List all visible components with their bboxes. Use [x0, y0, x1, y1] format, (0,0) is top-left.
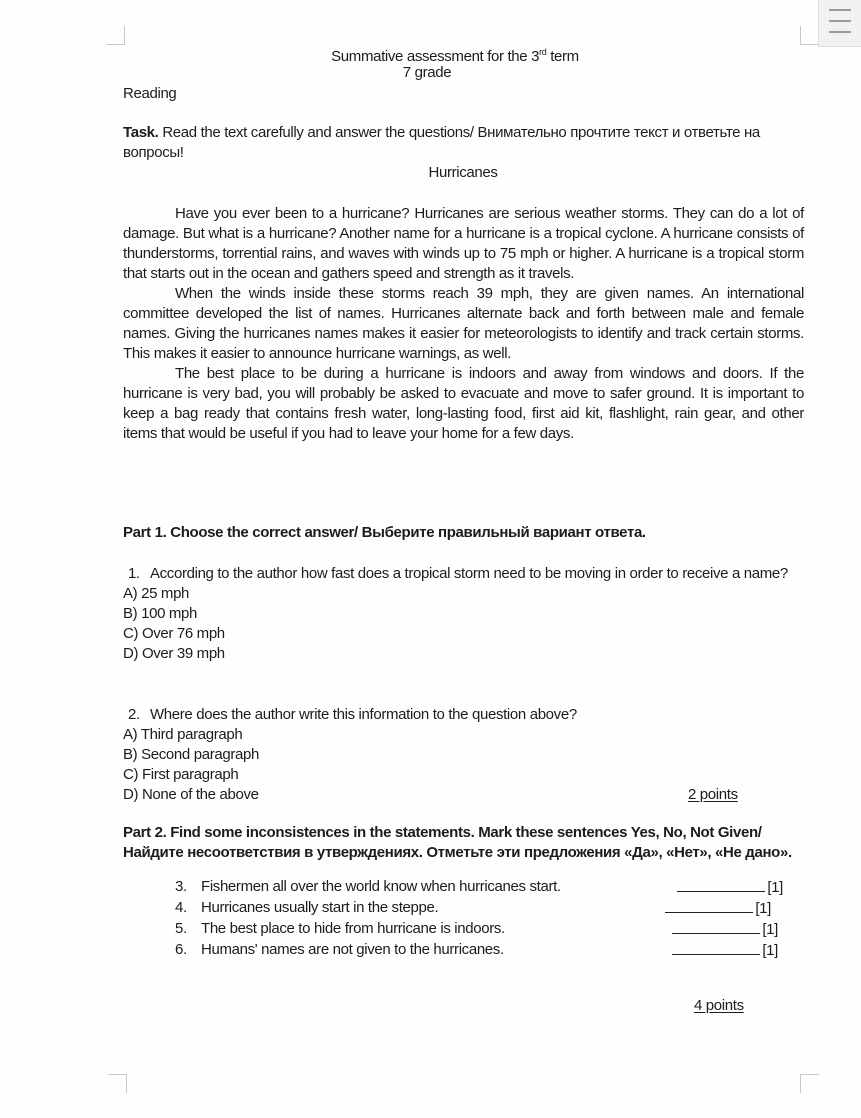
option-a: A) Third paragraph — [123, 726, 243, 743]
option-c: C) Over 76 mph — [123, 625, 225, 642]
question-text: According to the author how fast does a tropical storm need to be moving in order to receive a name? — [150, 565, 788, 582]
paragraph: The best place to be during a hurricane is indoors and away from windows and doors. If the hurricane is very bad, you will probably be asked to evacuate and move to safer ground. It is important to keep a bag ready that contains fresh water, long-lasting food, first aid kit, flashlight, rain gear, and other items that would be useful if you had to leave your home for a few days. — [123, 365, 804, 442]
statement-number: 6. — [175, 941, 187, 958]
title-sup: rd — [539, 47, 547, 57]
mark: [1] — [755, 900, 771, 917]
statement-row — [175, 877, 783, 898]
statement-text: The best place to hide from hurricane is indoors. — [201, 920, 505, 937]
mark: [1] — [762, 942, 778, 959]
question-number: 2. — [128, 706, 140, 723]
statement-list — [175, 877, 783, 961]
option-c: C) First paragraph — [123, 766, 239, 783]
title-text-end: term — [546, 48, 579, 65]
statement-row — [175, 940, 778, 961]
mark: [1] — [762, 921, 778, 938]
page-corner-mark — [800, 26, 819, 45]
title-text: Summative assessment for the 3 — [331, 48, 540, 65]
mark: [1] — [767, 879, 783, 896]
answer-blank[interactable] — [672, 919, 760, 934]
option-a: A) 25 mph — [123, 585, 190, 602]
statement-text: Hurricanes usually start in the steppe. — [201, 899, 439, 916]
question-1 — [123, 564, 793, 664]
page-corner-mark — [108, 1074, 127, 1093]
part2-heading: Part 2. Find some inconsistences in the statements. Mark these sentences Yes, No, Not Given/ Найдите несоответствия в утверждениях. Отметьте эти предложения «Да», «Нет», «Не дано». — [123, 824, 792, 861]
statement-number: 5. — [175, 920, 187, 937]
question-number: 1. — [128, 565, 140, 582]
part2-points — [694, 996, 744, 1016]
section-heading: Reading — [123, 85, 177, 102]
answer-blank[interactable] — [665, 898, 753, 913]
task-instruction — [123, 123, 805, 163]
points-text: 2 points — [688, 786, 738, 803]
points-text: 4 points — [694, 997, 744, 1014]
statement-row — [175, 898, 771, 919]
option-b: B) 100 mph — [123, 605, 198, 622]
answer-blank[interactable] — [672, 940, 760, 955]
page-corner-mark — [800, 1074, 819, 1093]
statement-text: Fishermen all over the world know when hurricanes start. — [201, 878, 561, 895]
reading-text — [123, 204, 804, 444]
question-text: Where does the author write this information to the question above? — [150, 706, 577, 723]
part1-points — [688, 785, 738, 805]
option-d: D) Over 39 mph — [123, 645, 225, 662]
grade-label: 7 grade — [402, 64, 452, 81]
statement-number: 3. — [175, 878, 187, 895]
part1-heading: Part 1. Choose the correct answer/ Выберите правильный вариант ответа. — [123, 524, 646, 541]
option-d: D) None of the above — [123, 786, 259, 803]
text-title: Hurricanes — [428, 164, 498, 181]
task-text: Read the text carefully and answer the questions/ Внимательно прочтите текст и ответьте на вопросы! — [123, 124, 760, 161]
paragraph: When the winds inside these storms reach 39 mph, they are given names. An international committee developed the list of names. Hurricanes alternate back and forth between male and female names. Giving the hurricanes names makes it easier for meteorologists to identify and track certain storms. This makes it easier to announce hurricane warnings, as well. — [123, 285, 804, 362]
answer-blank[interactable] — [677, 877, 765, 892]
statement-text: Humans' names are not given to the hurricanes. — [201, 941, 504, 958]
statement-row — [175, 919, 778, 940]
option-b: B) Second paragraph — [123, 746, 259, 763]
paragraph: Have you ever been to a hurricane? Hurricanes are serious weather storms. They can do a lot of damage. But what is a hurricane? Another name for a hurricane is a tropical cyclone. A hurricane consists of thunderstorms, torrential rains, and waves with winds up to 75 mph or higher. A hurricane is a tropical storm that starts out in the ocean and gathers speed and strength as it travels. — [123, 205, 804, 282]
statement-number: 4. — [175, 899, 187, 916]
menu-icon[interactable] — [818, 0, 861, 47]
task-label: Task. — [123, 124, 159, 141]
page-corner-mark — [106, 26, 125, 45]
